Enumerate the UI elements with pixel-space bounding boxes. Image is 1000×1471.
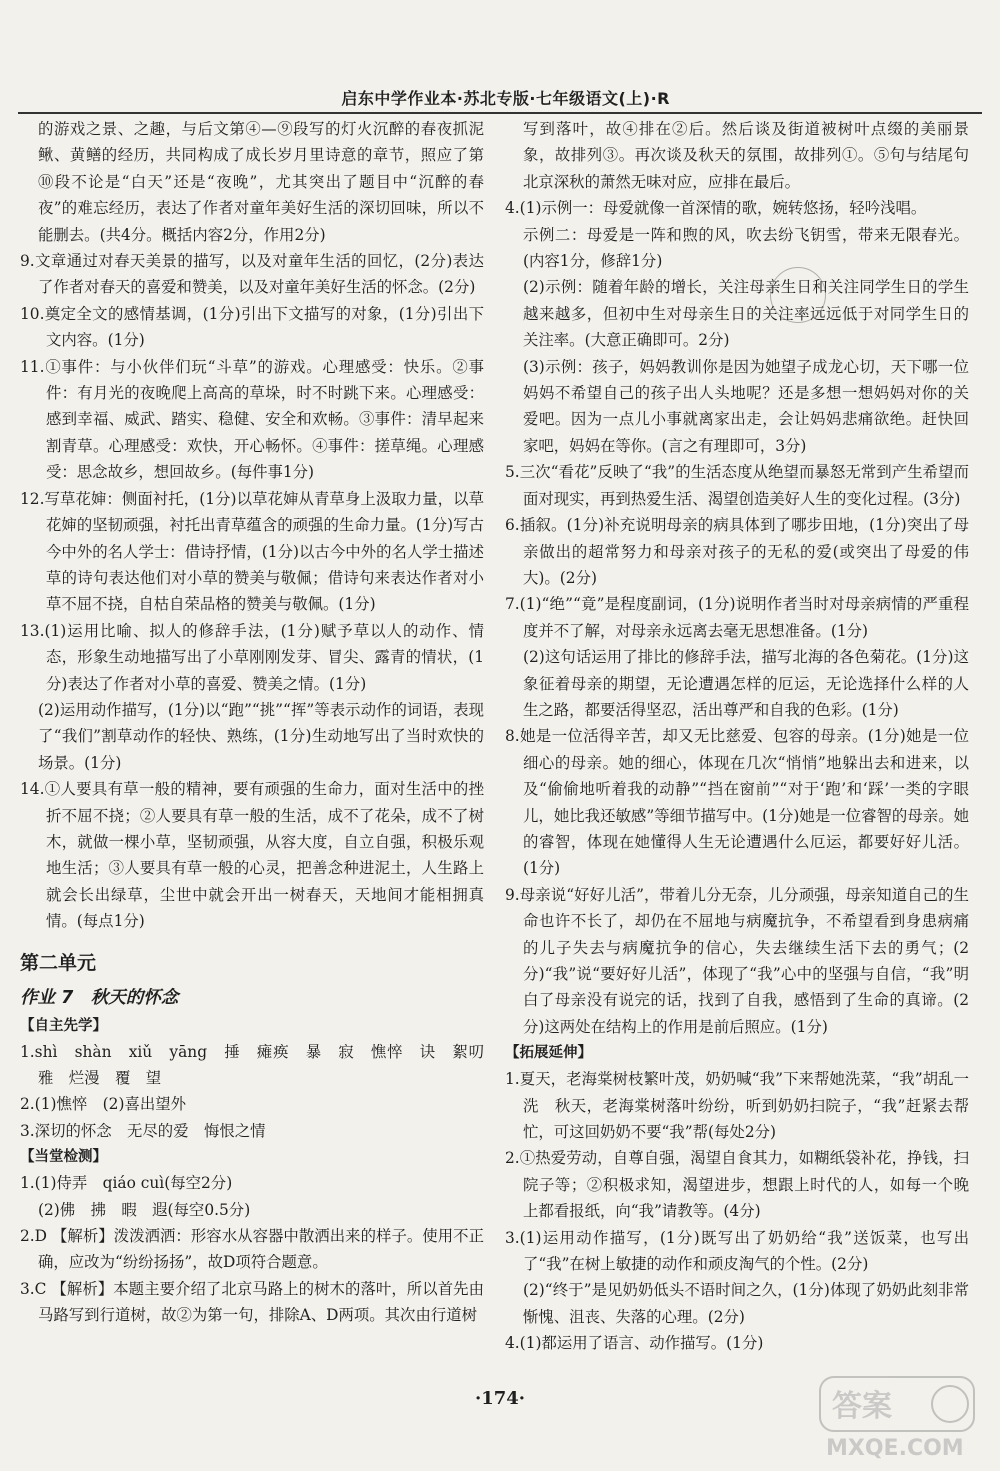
faint-stamp-mark xyxy=(770,267,826,323)
answer-item-4-2: (2)示例：随着年龄的增长，关注母亲生日和关注同学生日的学生越来越多，但初中生对母亲生日的关注率远远低于对同学生日的关注率。(大意正确即可。2分) xyxy=(523,278,969,350)
page-number: ·174· xyxy=(474,1388,526,1409)
subsection-heading: 【当堂检测】 xyxy=(20,1149,107,1166)
answer-item-7-2: (2)这句话运用了排比的修辞手法，描写北海的各色菊花。(1分)这象征着母亲的期望，无论遭遇怎样的厄运，无论选择什么样的人生之路，都要活得坚忍，活出尊严和自我的色彩。(1分) xyxy=(523,648,969,719)
header-rule xyxy=(18,112,982,114)
answer-item-4-1: 4.(1)示例一：母爱就像一首深情的歌，婉转悠扬，轻吟浅唱。 xyxy=(505,199,927,218)
page-header xyxy=(0,0,1000,118)
unit-heading: 第二单元 xyxy=(20,951,97,974)
answer-item-9: 9.文章通过对春天美景的描写，以及对童年生活的回忆，(2分)表达了作者对春天的喜爱和赞美，以及对童年美好生活的怀念。(2分) xyxy=(20,252,484,297)
right-column xyxy=(505,116,969,1357)
answer-paragraph: 写到落叶，故④排在②后。然后谈及街道被树叶点缀的美丽景象，故排列③。再次谈及秋天的氛围，故排列①。⑤句与结尾句北京深秋的萧然无味对应，应排在最后。 xyxy=(523,120,969,191)
answer-item-5: 5.三次“看花”反映了“我”的生活态度从绝望而暴怒无常到产生希望而面对现实，再到热爱生活、渴望创造美好人生的变化过程。(3分) xyxy=(505,463,969,508)
answer-item: 3.C 【解析】本题主要介绍了北京马路上的树木的落叶，所以首先由马路写到行道树，故②为第一句，排除A、D两项。其次由行道树 xyxy=(20,1279,484,1325)
answer-item-12: 12.写草花婶：侧面衬托，(1分)以草花婶从青草身上汲取力量，以草花婶的坚韧顽强，衬托出青草蕴含的顽强的生命力量。(1分)写古今中外的名人学士：借诗抒情，(1分)以古今中外的名人学士描述草的诗句表达他们对小草的赞美与敬佩；借诗句来表达作者对小草不屈不挠，自枯自荣品格的赞美与敬佩。(1分) xyxy=(20,489,484,614)
answer-item-4-3: (3)示例：孩子，妈妈教训你是因为她望子成龙心切，天下哪一位妈妈不希望自己的孩子出人头地呢？还是多想一想妈妈对你的关爱吧。因为一点儿小事就离家出走，会让妈妈悲痛欲绝。赶快回家吧，妈妈在等你。(言之有理即可，3分) xyxy=(523,357,969,455)
answer-item-14: 14.①人要具有草一般的精神，要有顽强的生命力，面对生活中的挫折不屈不挠；②人要具有草一般的生活，成不了花朵，成不了树木，就做一棵小草，坚韧顽强，从容大度，自立自强，积极乐观地生活；③人要具有草一般的心灵，把善念种进泥土，人生路上就会长出绿草，尘世中就会开出一树春天，天地间才能相拥真情。(每点1分) xyxy=(20,780,484,931)
answer-item-13-2: (2)运用动作描写，(1分)以“跑”“挑”“挥”等表示动作的词语，表现了“我们”割草动作的轻快、熟练，(1分)生动地写出了当时欢快的场景。(1分) xyxy=(38,700,484,772)
header-title: 启东中学作业本·苏北专版·七年级语文(上)·R xyxy=(341,89,670,108)
answer-item: 1.(1)侍弄 qiáo cuì(每空2分) xyxy=(20,1174,233,1193)
answer-item-8: 8.她是一位活得辛苦，却又无比慈爱、包容的母亲。(1分)她是一位细心的母亲。她的细心，体现在几次“悄悄”地躲出去和进来，以及“偷偷地听着我的动静”“挡在窗前”“对于‘跑’和‘踩’一类的字眼儿，她比我还敏感”等细节描写中。(1分)她是一位睿智的母亲。她的睿智，体现在她懂得人生无论遭遇什么厄运，都要好好儿活。(1分) xyxy=(505,727,969,878)
answer-item: 4.(1)都运用了语言、动作描写。(1分) xyxy=(505,1334,764,1353)
lesson-heading: 作业 7 秋天的怀念 xyxy=(20,987,179,1008)
answer-item: 3.深切的怀念 无尽的爱 悔恨之情 xyxy=(20,1121,266,1140)
answer-item-13-1: 13.(1)运用比喻、拟人的修辞手法，(1分)赋予草以人的动作、情态，形象生动地描写出了小草刚刚发芽、冒尖、露青的情状，(1分)表达了作者对小草的喜爱、赞美之情。(1分) xyxy=(20,621,484,693)
answer-item-4-1-example2: 示例二：母爱是一阵和煦的风，吹去纷飞钥雪，带来无限春光。(内容1分，修辞1分) xyxy=(523,225,969,271)
watermark-logo xyxy=(812,1371,982,1463)
svg-text:答案: 答案 xyxy=(832,1389,892,1424)
answer-item: 3.(1)运用动作描写，(1分)既写出了奶奶给“我”送饭菜，也写出了“我”在树上敏捷的动作和顽皮淘气的个性。(2分) xyxy=(505,1228,969,1274)
subsection-heading: 【自主先学】 xyxy=(20,1017,107,1034)
answer-item-11: 11.①事件：与小伙伴们玩“斗草”的游戏。心理感受：快乐。②事件：有月光的夜晚爬上高高的草垛，时不时跳下来。心理感受：感到幸福、威武、踏实、稳健、安全和欢畅。③事件：清早起来割青草。心理感受：欢快，开心畅怀。④事件：搓草绳。心理感受：思念故乡，想回故乡。(每件事1分) xyxy=(20,357,484,482)
answer-item-9: 9.母亲说“好好儿活”，带着儿分无奈，儿分顽强，母亲知道自己的生命也许不长了，却仍在不屈地与病魔抗争，不希望看到身患病痛的儿子失去与病魔抗争的信心，失去继续生活下去的勇气；(2分)“我”说“要好好儿活”，体现了“我”心中的坚强与自信，“我”明白了母亲没有说完的话，找到了自我，感悟到了生命的真谛。(2分)这两处在结构上的作用是前后照应。(1分) xyxy=(505,885,969,1036)
answer-item-6: 6.插叙。(1分)补充说明母亲的病具体到了哪步田地，(1分)突出了母亲做出的超常努力和母亲对孩子的无私的爱(或突出了母爱的伟大)。(2分) xyxy=(505,516,969,587)
answer-item-7-1: 7.(1)“绝”“竟”是程度副词，(1分)说明作者当时对母亲病情的严重程度并不了解，对母亲永远离去毫无思想准备。(1分) xyxy=(505,595,969,640)
subsection-heading: 【拓展延伸】 xyxy=(505,1045,592,1062)
answer-item-10: 10.奠定全文的感情基调，(1分)引出下文描写的对象，(1分)引出下文内容。(1分) xyxy=(20,304,484,350)
watermark-icon xyxy=(812,1371,982,1463)
answer-item: 2.(1)憔悴 (2)喜出望外 xyxy=(20,1095,187,1114)
answer-item: 2.D 【解析】泼泼洒洒：形容水从容器中散洒出来的样子。使用不正确，应改为“纷纷扬扬”，故D项符合题意。 xyxy=(20,1227,484,1272)
answer-item: 2.①热爱劳动，自尊自强，渴望自食其力，如糊纸袋补花，挣钱，扫院子等；②积极求知，渴望进步，想跟上时代的人，如每一个晚上都看报纸，向“我”请教等。(4分) xyxy=(505,1149,969,1221)
answer-item: (2)“终于”是见奶奶低头不语时间之久，(1分)体现了奶奶此刻非常惭愧、沮丧、失落的心理。(2分) xyxy=(523,1281,969,1326)
answer-paragraph: 的游戏之景、之趣，与后文第④—⑨段写的灯火沉醉的春夜抓泥鳅、黄鳝的经历，共同构成了成长岁月里诗意的章节，照应了第⑩段不论是“白天”还是“夜晚”，尤其突出了题目中“沉醉的春夜”的难忘经历，表达了作者对童年美好生活的深切回味，所以不能删去。(共4分。概括内容2分，作用2分) xyxy=(38,120,484,244)
svg-text:MXQE.COM: MXQE.COM xyxy=(826,1436,964,1461)
answer-item: 1.shì shàn xiǔ yāng 捶 瘫痪 暴 寂 憔悴 诀 絮叨 雅 烂漫 覆 望 xyxy=(20,1042,500,1087)
left-column xyxy=(20,116,500,1329)
answer-item: 1.夏天，老海棠树枝繁叶茂，奶奶喊“我”下来帮她洗菜，“我”胡乱一洗 秋天，老海棠树落叶纷纷，听到奶奶扫院子，“我”赶紧去帮忙，可这回奶奶不要“我”帮(每处2分) xyxy=(505,1070,969,1142)
answer-item: (2)佛 拂 暇 遐(每空0.5分) xyxy=(38,1200,251,1219)
